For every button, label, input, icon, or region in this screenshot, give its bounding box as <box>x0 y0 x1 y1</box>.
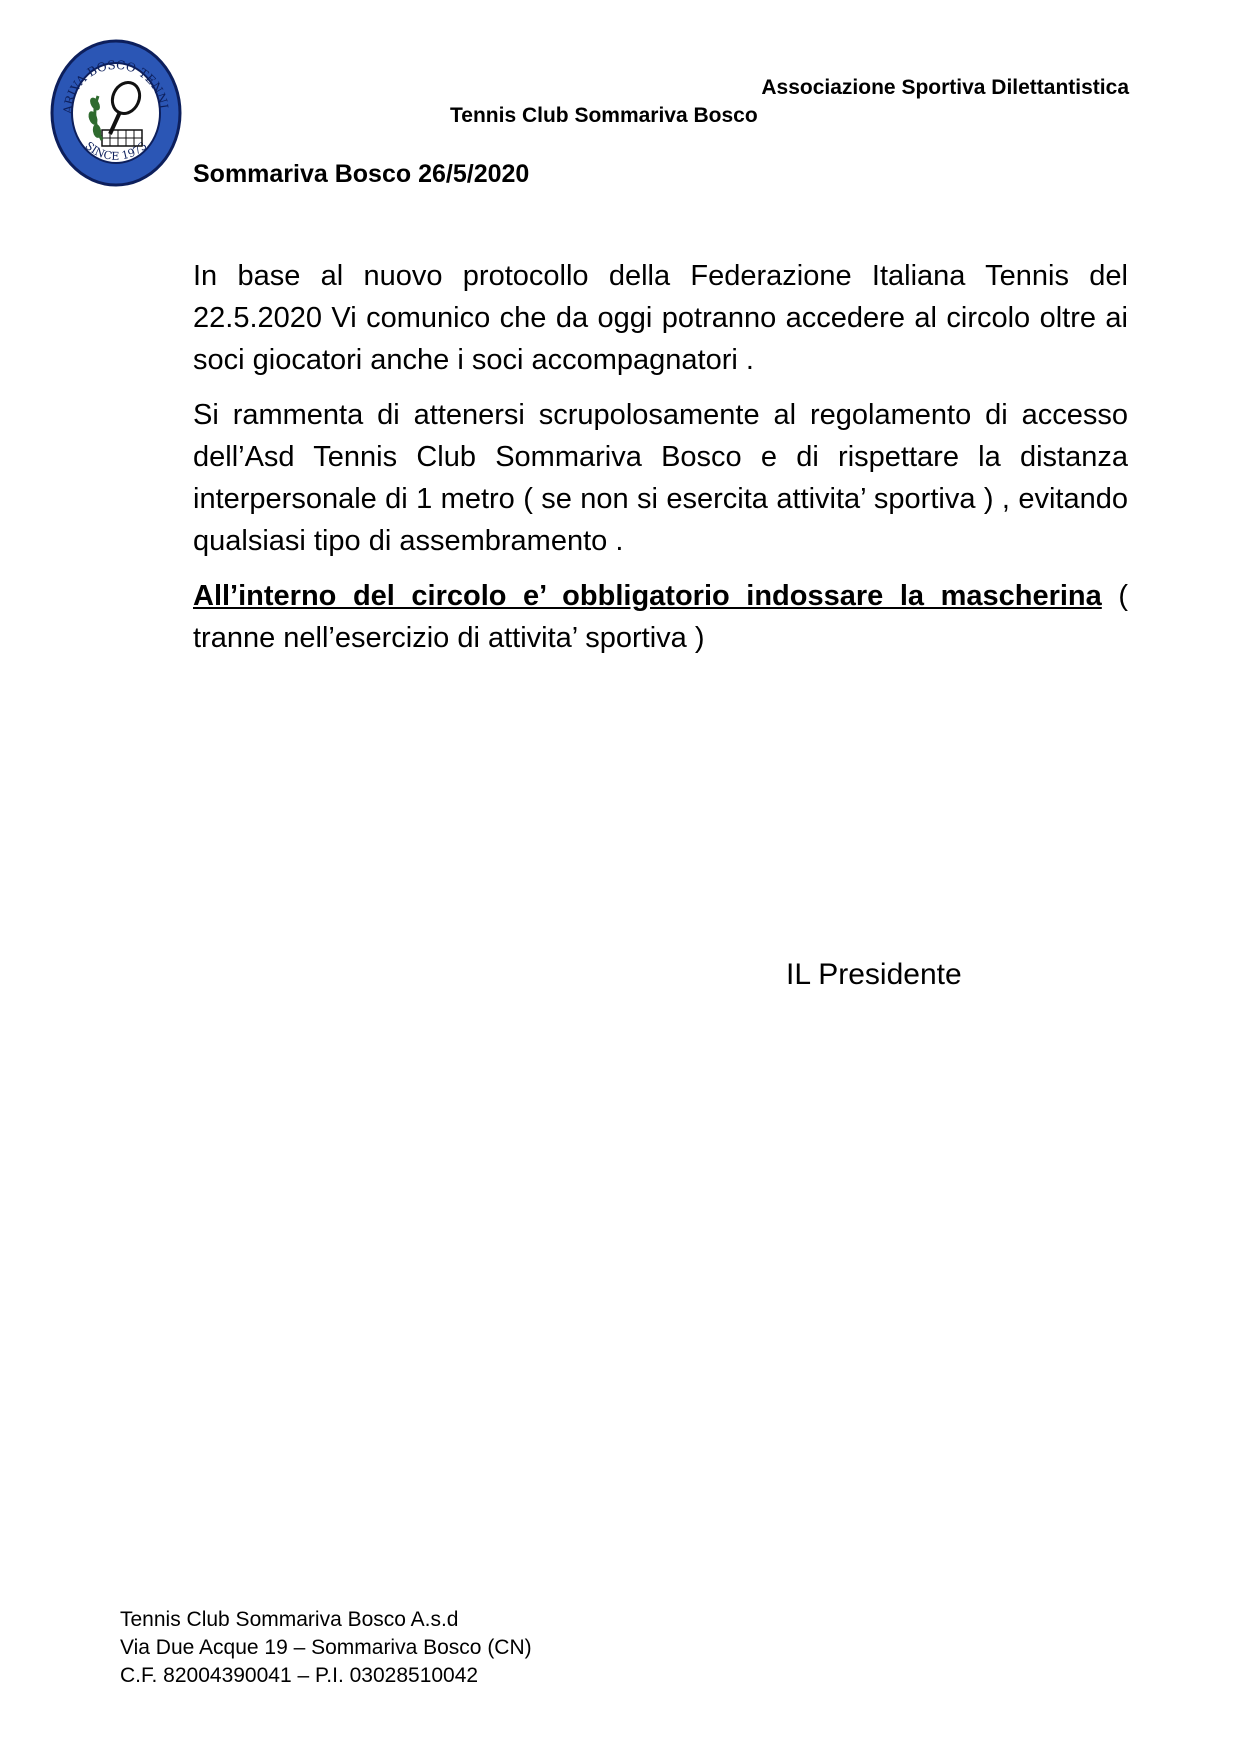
footer-address <box>120 1606 532 1690</box>
paragraph-access: In base al nuovo protocollo della Federazione Italiana Tennis del 22.5.2020 Vi comunico che da oggi potranno accedere al circolo oltre ai soci giocatori anche i soci accompagnatori . <box>193 260 1128 376</box>
logo-text-bottom: SINCE 1973 <box>82 139 150 163</box>
letter-body <box>193 255 1128 672</box>
mask-notice-emphasis: All’interno del circolo e’ obbligatorio indossare la mascherina <box>193 580 1102 612</box>
place-date: Sommariva Bosco 26/5/2020 <box>193 160 530 188</box>
mask-notice-exception: ( tranne nell’esercizio di attivita’ sportiva ) <box>193 580 1128 654</box>
signature: IL Presidente <box>786 958 962 991</box>
footer-club-name: Tennis Club Sommariva Bosco A.s.d <box>120 1608 459 1631</box>
club-logo <box>50 38 182 188</box>
footer-address-line: Via Due Acque 19 – Sommariva Bosco (CN) <box>120 1636 532 1659</box>
paragraph-rules: Si rammenta di attenersi scrupolosamente al regolamento di accesso dell’Asd Tennis Club Sommariva Bosco e di rispettare la distanza interpersonale di 1 metro ( se non si esercita attivita’ sportiva ) , evitando qualsiasi tipo di assembramento . <box>193 399 1128 557</box>
footer-tax-ids: C.F. 82004390041 – P.I. 03028510042 <box>120 1664 479 1687</box>
organization-name: Tennis Club Sommariva Bosco <box>450 104 758 127</box>
organization-type: Associazione Sportiva Dilettantistica <box>761 76 1129 99</box>
paragraph-mask-notice <box>193 575 1128 659</box>
logo-text-top: ARIVA BOSCO TENNI <box>60 57 171 115</box>
